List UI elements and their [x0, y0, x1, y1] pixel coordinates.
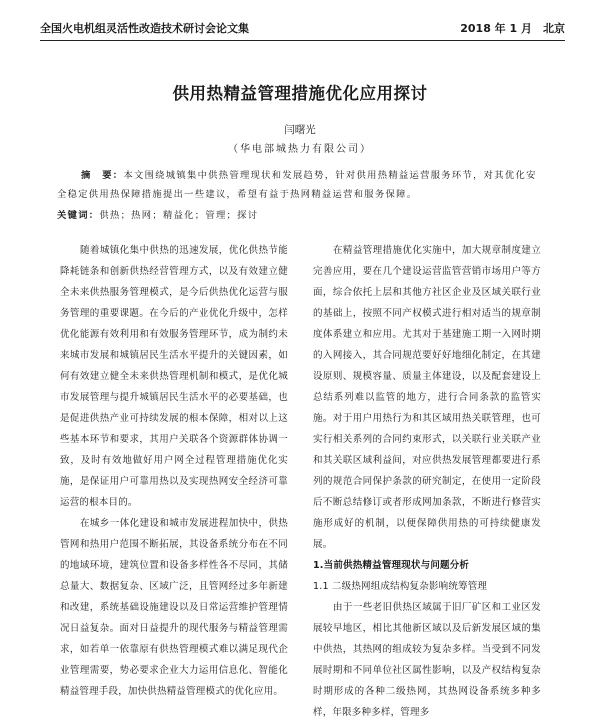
author-affiliation: （华电部城热力有限公司）: [228, 144, 372, 155]
right-column: [313, 240, 541, 723]
header-proceedings-title: 全国火电机组灵活性改造技术研讨会论文集: [40, 22, 249, 35]
subsection-heading: 1.1 二级热网组成结构复杂影响统筹管理: [313, 581, 488, 592]
author-name: 闫曙光: [284, 124, 316, 136]
abstract-text: 本文围绕城镇集中供热管理现状和发展趋势，针对供用热精益运营服务环节，对其优化安全稳定供用热保障措施提出一些建议，希望有益于热网精益运营和服务保障。: [57, 170, 537, 200]
body-paragraph: 随着城镇化集中供热的迅速发展，优化供热节能降耗链条和创新供热经营管理方式，以及有效建立健全未来供热服务管理模式，是今后供热优化运营与服务管理的重要课题。在今后的产业优化升级中，怎样优化能源有效利用和有效服务管理环节，成为制约未来城市发展和城镇居民生活水平提升的关键因素，如何有效建立健全未来供热管理机制和模式，是优化城市发展管理与提升城镇居民生活水平的必要基础，也是促进供热产业可持续发展的根本保障，相对以上这些基本环节和要求，其用户关联各个资源群体协调一致，及时有效地做好用户网全过程管理措施优化实施，是保证用户可靠用热以及实现热网安全经济可靠运营的根本目的。: [60, 245, 288, 508]
keywords: [57, 206, 547, 225]
keywords-text: 供热；热网；精益化；管理；探讨: [99, 210, 259, 221]
abstract-label: 摘 要：: [81, 170, 124, 181]
left-column: [60, 240, 288, 702]
keywords-label: 关键词：: [57, 210, 100, 221]
section-heading: 1.当前供热精益管理现状与问题分析: [313, 560, 470, 571]
paper-title: 供用热精益管理措施优化应用探讨: [172, 84, 428, 103]
abstract: [57, 166, 547, 204]
header-date-location: 2018 年 1 月 北京: [460, 22, 565, 35]
body-paragraph: 由于一些老旧供热区域属于旧厂矿区和工业区发展较早地区，相比其他新区域以及后新发展区域的集中供热，其热网的组成较为复杂多样。当受到不同发展时期和不同单位社区属性影响，以及产权结构复杂时期形成的各种二级热网，其热网设备系统多种多样，年限多种多样，管理多: [313, 602, 541, 718]
running-header: [40, 16, 565, 41]
body-paragraph: 在城乡一体化建设和城市发展进程加快中，供热管网和热用户范围不断拓展，其设备系统分布在不同的地域环境，建筑位置和设备多样性各不尽同，其储总量大、数据复杂、区域广泛，且管网经过多年新建和改建，系统基础设施建设以及日常运营维护管理情况日益复杂。面对日益提升的现代服务与精益管理需求，如若单一依靠原有供热管理模式难以满足现代企业管理需要，势必要求企业大力运用信息化、智能化精益管理手段，加快供热精益管理模式的优化应用。: [60, 518, 288, 697]
body-paragraph: 在精益管理措施优化实施中，加大规章制度建立完善应用，要在几个建设运营监管营销市场用户等方面，综合依托上层和其他方社区企业及区域关联行业的基础上，按照不同产权模式进行相对适当的规章制度体系建立和应用。尤其对于基建施工期一入网时期的入网接入，其合同规范要好好地细化制定，在其建设原则、规模容量、质量主体建设，以及配套建设上总结系列难以监管的地方，进行合同条款的监管实施。对于用户用热行为和其区域用热关联管理，也可实行相关系列的合同约束形式，以关联行业关联产业和其关联区域利益间，对应供热发展管理都要进行系列的规范合同保护条款的研究制定，在使用一定阶段后不断总结修订或者形成网加条款，不断进行修营实施形成好的机制，以便保障供用热的可持续健康发展。: [313, 245, 541, 550]
